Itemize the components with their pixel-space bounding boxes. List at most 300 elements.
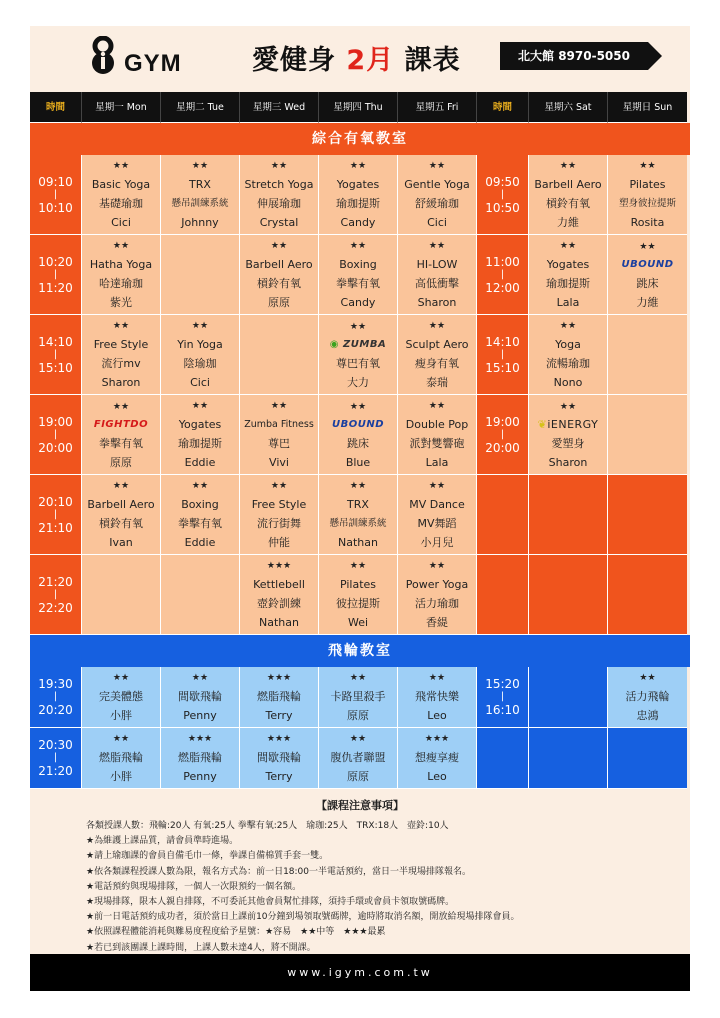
empty-slot bbox=[529, 728, 608, 789]
difficulty-stars: ★★ bbox=[349, 673, 367, 683]
difficulty-stars: ★★ bbox=[428, 561, 446, 571]
time-column-header: 時間 bbox=[30, 92, 82, 123]
class-name: Yogates bbox=[178, 418, 222, 431]
class-cell[interactable] bbox=[82, 395, 161, 475]
aerobic-row bbox=[30, 395, 690, 475]
class-name-zh: 瑜珈提斯 bbox=[178, 437, 222, 450]
time-start: 15:20 bbox=[485, 677, 520, 691]
class-cell[interactable] bbox=[319, 475, 398, 555]
coach-name: 忠鴻 bbox=[636, 709, 659, 722]
class-name-zh: 彼拉提斯 bbox=[336, 597, 380, 610]
class-cell[interactable] bbox=[319, 235, 398, 315]
class-name-zh: 跳床 bbox=[636, 276, 659, 290]
class-name: Yogates bbox=[336, 178, 380, 191]
difficulty-stars: ★★ bbox=[191, 161, 209, 171]
difficulty-stars: ★★ bbox=[639, 161, 656, 171]
class-name: Pilates bbox=[339, 578, 377, 591]
spin-section-title: 飛輪教室 bbox=[30, 635, 690, 667]
spin-row bbox=[30, 728, 690, 789]
time-cell bbox=[30, 475, 82, 555]
coach-name: 泰瑞 bbox=[426, 376, 448, 389]
coach-name: Blue bbox=[345, 455, 371, 469]
notes-title: 【課程注意事項】 bbox=[316, 799, 404, 812]
class-name: Kettlebell bbox=[253, 578, 305, 591]
class-name-zh: 尊巴 bbox=[268, 437, 290, 450]
class-cell[interactable] bbox=[529, 155, 608, 235]
time-end: 10:10 bbox=[38, 200, 73, 215]
class-cell[interactable] bbox=[608, 155, 687, 235]
difficulty-stars: ★★ bbox=[112, 321, 130, 331]
column-header-row bbox=[30, 92, 690, 123]
coach-name: 原原 bbox=[268, 296, 290, 309]
time-separator: | bbox=[53, 691, 58, 702]
class-cell[interactable] bbox=[398, 155, 477, 235]
class-cell[interactable] bbox=[240, 555, 319, 635]
difficulty-stars: ★★ bbox=[349, 734, 367, 744]
class-name: Free Style bbox=[93, 338, 149, 351]
aerobic-row bbox=[30, 235, 690, 315]
time-start: 20:10 bbox=[38, 494, 73, 509]
footer-url[interactable]: www.igym.com.tw bbox=[30, 954, 690, 991]
coach-name: Leo bbox=[427, 709, 447, 722]
coach-name: Penny bbox=[183, 709, 217, 722]
difficulty-stars: ★★ bbox=[270, 161, 288, 171]
class-name-zh: 槓鈴有氧 bbox=[546, 197, 590, 210]
class-name: Boxing bbox=[181, 498, 219, 511]
zumba-swirl-icon: ◉ bbox=[329, 338, 344, 350]
branch-badge bbox=[500, 42, 662, 70]
day-column-header: 星期六 Sat bbox=[529, 92, 608, 123]
day-column-header: 星期二 Tue bbox=[161, 92, 240, 123]
empty-slot bbox=[161, 235, 240, 315]
time-separator: | bbox=[53, 588, 58, 600]
time-separator: | bbox=[53, 188, 58, 200]
coach-name: Nathan bbox=[259, 616, 299, 629]
header bbox=[30, 26, 690, 88]
class-name: TRX bbox=[347, 498, 369, 511]
time-start: 09:50 bbox=[485, 174, 520, 189]
class-cell[interactable] bbox=[240, 475, 319, 555]
note-item: ★若已到該團課上課時間，上課人數未達4人，將不開課。 bbox=[86, 942, 316, 953]
coach-name: 小月兒 bbox=[420, 536, 454, 549]
note-item: ★為維護上課品質，請會員準時進場。 bbox=[86, 836, 239, 847]
time-cell bbox=[477, 555, 529, 635]
title-prefix: 愛健身 bbox=[252, 45, 336, 76]
empty-slot bbox=[608, 475, 687, 555]
class-cell[interactable] bbox=[529, 395, 608, 475]
class-cell[interactable] bbox=[82, 315, 161, 395]
coach-name: Nathan bbox=[338, 536, 378, 549]
coach-name: Eddie bbox=[184, 536, 216, 549]
time-start: 19:30 bbox=[38, 677, 73, 691]
time-separator: | bbox=[53, 268, 58, 280]
time-end: 11:20 bbox=[38, 280, 73, 295]
class-name: MV Dance bbox=[409, 498, 465, 511]
ienergy-logo bbox=[538, 416, 599, 434]
coach-name: Lala bbox=[556, 296, 580, 309]
difficulty-stars: ★★ bbox=[559, 321, 577, 331]
class-cell[interactable] bbox=[319, 555, 398, 635]
class-name-zh: 燃脂飛輪 bbox=[99, 751, 143, 764]
coach-name: Cici bbox=[190, 376, 210, 389]
spin-row bbox=[30, 667, 690, 728]
class-name-zh: 陰瑜珈 bbox=[183, 357, 217, 370]
class-cell[interactable] bbox=[161, 395, 240, 475]
class-cell[interactable] bbox=[82, 475, 161, 555]
class-name-zh: 懸吊訓練系統 bbox=[329, 518, 387, 529]
difficulty-stars: ★★ bbox=[349, 481, 367, 491]
fightdo-logo: FIGHTDO bbox=[93, 418, 149, 430]
note-item: ★依各類課程授課人數為限，報名方式為：前一日18:00一半電話預約，當日一半現場排隊報名。 bbox=[86, 866, 472, 877]
class-cell[interactable] bbox=[398, 555, 477, 635]
class-name-zh: 槓鈴有氧 bbox=[257, 277, 301, 290]
coach-name: Candy bbox=[340, 296, 376, 309]
empty-slot bbox=[82, 555, 161, 635]
note-item: ★現場排隊，限本人親自排隊，不可委託其他會員幫忙排隊，須持手環或會員卡領取號碼牌。 bbox=[86, 897, 455, 908]
class-cell[interactable] bbox=[529, 315, 608, 395]
coach-name: 力維 bbox=[557, 216, 579, 229]
difficulty-stars: ★★ bbox=[112, 241, 130, 251]
class-cell[interactable] bbox=[240, 728, 319, 789]
class-cell[interactable] bbox=[161, 728, 240, 789]
coach-name: 小胖 bbox=[110, 709, 132, 722]
class-name: Yoga bbox=[555, 338, 581, 351]
class-name: Hatha Yoga bbox=[89, 258, 153, 271]
coach-name: 力維 bbox=[636, 295, 659, 309]
difficulty-stars: ★★ bbox=[428, 161, 446, 171]
note-item: ★依照課程體能消耗與難易度程度給予星號：★容易 ★★中等 ★★★最累 bbox=[86, 927, 386, 938]
time-end: 12:00 bbox=[485, 280, 520, 295]
class-name: Barbell Aero bbox=[87, 498, 155, 511]
class-name-zh: 拳擊有氧 bbox=[99, 436, 143, 450]
class-name-zh: 伸展瑜珈 bbox=[257, 197, 301, 210]
class-name: Zumba Fitness bbox=[244, 419, 314, 430]
coach-name: 仲能 bbox=[268, 536, 290, 549]
class-cell[interactable] bbox=[240, 667, 319, 728]
ubound-logo: UBOUND bbox=[331, 418, 385, 430]
coach-name: Ivan bbox=[109, 536, 133, 549]
time-separator: | bbox=[500, 348, 505, 360]
coach-name: Penny bbox=[183, 770, 217, 783]
time-cell bbox=[477, 155, 529, 235]
difficulty-stars: ★★ bbox=[349, 561, 367, 571]
class-name-zh: 瘦身有氧 bbox=[415, 357, 459, 370]
class-cell[interactable] bbox=[319, 395, 398, 475]
coach-name: 原原 bbox=[110, 455, 132, 469]
time-start: 11:00 bbox=[485, 254, 520, 269]
difficulty-stars: ★★ bbox=[559, 401, 577, 412]
time-cell bbox=[477, 728, 529, 789]
time-start: 21:20 bbox=[38, 574, 73, 589]
difficulty-stars: ★★★ bbox=[266, 734, 292, 744]
aerobic-row bbox=[30, 555, 690, 635]
difficulty-stars: ★★ bbox=[639, 241, 656, 252]
coach-name: Terry bbox=[265, 709, 293, 722]
difficulty-stars: ★★ bbox=[270, 241, 288, 251]
coach-name: Lala bbox=[425, 456, 449, 469]
logo-text: GYM bbox=[124, 50, 182, 77]
zumba-logo bbox=[330, 336, 386, 354]
class-cell[interactable] bbox=[161, 315, 240, 395]
coach-name: 小胖 bbox=[110, 770, 132, 783]
difficulty-stars: ★★ bbox=[428, 401, 446, 411]
class-cell[interactable] bbox=[319, 667, 398, 728]
aerobic-section-title: 綜合有氧教室 bbox=[30, 123, 690, 155]
class-name: Sculpt Aero bbox=[405, 338, 469, 351]
time-cell bbox=[30, 315, 82, 395]
time-end: 20:00 bbox=[485, 440, 520, 455]
title-month: 2月 bbox=[346, 45, 395, 76]
empty-slot bbox=[608, 315, 687, 395]
notes-section bbox=[30, 793, 690, 951]
class-name-zh: 瑜珈提斯 bbox=[546, 277, 590, 290]
class-cell[interactable] bbox=[82, 667, 161, 728]
class-name: HI-LOW bbox=[416, 258, 458, 271]
class-cell[interactable] bbox=[398, 475, 477, 555]
schedule-grid bbox=[30, 92, 690, 789]
class-cell[interactable] bbox=[608, 667, 687, 728]
empty-slot bbox=[608, 555, 687, 635]
zumba-logo-text: ZUMBA bbox=[343, 338, 387, 350]
class-cell[interactable] bbox=[82, 155, 161, 235]
class-cell[interactable] bbox=[398, 667, 477, 728]
class-cell[interactable] bbox=[398, 315, 477, 395]
gym-logo bbox=[86, 36, 206, 80]
class-name-zh: 卡路里殺手 bbox=[330, 690, 386, 703]
difficulty-stars: ★★★ bbox=[187, 734, 213, 744]
time-cell bbox=[477, 475, 529, 555]
aerobic-row bbox=[30, 315, 690, 395]
difficulty-stars: ★★ bbox=[112, 673, 130, 683]
empty-slot bbox=[161, 555, 240, 635]
difficulty-stars: ★★ bbox=[428, 673, 446, 683]
day-column-header: 星期四 Thu bbox=[319, 92, 398, 123]
class-name: Double Pop bbox=[405, 418, 469, 431]
empty-slot bbox=[240, 315, 319, 395]
coach-name: 香緹 bbox=[426, 616, 448, 629]
aerobic-row bbox=[30, 475, 690, 555]
time-end: 21:10 bbox=[38, 520, 73, 535]
time-separator: | bbox=[53, 428, 58, 440]
difficulty-stars: ★★ bbox=[270, 401, 288, 411]
class-name-zh: 塑身彼拉提斯 bbox=[618, 198, 676, 209]
time-cell bbox=[30, 155, 82, 235]
difficulty-stars: ★★★ bbox=[266, 561, 292, 571]
class-name-zh: 燃脂飛輪 bbox=[178, 751, 222, 764]
coach-name: 原原 bbox=[347, 709, 369, 722]
coach-name: Nono bbox=[553, 376, 583, 389]
class-name-zh: 舒緩瑜珈 bbox=[415, 197, 459, 210]
coach-name: Candy bbox=[340, 216, 376, 229]
class-name-zh: 流行街舞 bbox=[257, 517, 301, 530]
empty-slot bbox=[529, 555, 608, 635]
difficulty-stars: ★★ bbox=[112, 401, 130, 412]
coach-name: 大力 bbox=[347, 375, 369, 389]
class-name-zh: MV舞蹈 bbox=[417, 517, 457, 530]
coach-name: Rosita bbox=[630, 216, 665, 229]
time-start: 20:30 bbox=[38, 738, 73, 752]
class-name-zh: 跳床 bbox=[347, 436, 369, 450]
class-name-zh: 派對雙響砲 bbox=[409, 437, 465, 450]
time-end: 10:50 bbox=[485, 200, 520, 215]
class-name: Yogates bbox=[546, 258, 590, 271]
time-separator: | bbox=[500, 691, 505, 702]
time-end: 16:10 bbox=[485, 703, 520, 717]
difficulty-stars: ★★ bbox=[349, 321, 367, 332]
class-name-zh: 間歇飛輪 bbox=[178, 690, 222, 703]
coach-name: Terry bbox=[265, 770, 293, 783]
note-item: ★前一日電話預約成功者，須於當日上課前10分鐘到場領取號碼牌，逾時將取消名額，開放給現場排隊會員。 bbox=[86, 912, 520, 923]
class-cell[interactable] bbox=[240, 395, 319, 475]
difficulty-stars: ★★ bbox=[639, 673, 656, 683]
time-cell bbox=[30, 667, 82, 728]
class-name: Gentle Yoga bbox=[404, 178, 470, 191]
class-cell[interactable] bbox=[82, 235, 161, 315]
time-end: 20:20 bbox=[38, 703, 73, 717]
aerobic-row bbox=[30, 155, 690, 235]
time-start: 14:10 bbox=[38, 334, 73, 349]
class-name-zh: 懸吊訓練系統 bbox=[171, 198, 229, 209]
coach-name: Cici bbox=[111, 216, 131, 229]
class-name-zh: 腹仇者聯盟 bbox=[330, 751, 386, 764]
time-start: 09:10 bbox=[38, 174, 73, 189]
day-column-header: 星期一 Mon bbox=[82, 92, 161, 123]
class-name-zh: 哈達瑜珈 bbox=[99, 277, 143, 290]
ienergy-logo-text: iENERGY bbox=[547, 417, 599, 431]
difficulty-stars: ★★ bbox=[349, 401, 367, 412]
class-name-zh: 燃脂飛輪 bbox=[257, 690, 301, 703]
class-name-zh: 愛塑身 bbox=[551, 436, 585, 450]
notes-list bbox=[86, 819, 520, 956]
class-cell[interactable] bbox=[398, 728, 477, 789]
schedule-page bbox=[30, 26, 690, 991]
class-name-zh: 瑜珈提斯 bbox=[336, 197, 380, 210]
class-name-zh: 流暢瑜珈 bbox=[546, 357, 590, 370]
class-cell[interactable] bbox=[240, 235, 319, 315]
day-column-header: 星期日 Sun bbox=[608, 92, 687, 123]
class-name: TRX bbox=[189, 178, 211, 191]
time-start: 10:20 bbox=[38, 254, 73, 269]
class-name-zh: 拳擊有氧 bbox=[178, 517, 222, 530]
class-name: Basic Yoga bbox=[91, 178, 151, 191]
difficulty-stars: ★★ bbox=[270, 481, 288, 491]
time-start: 19:00 bbox=[38, 414, 73, 429]
time-separator: | bbox=[500, 268, 505, 280]
coach-name: Cici bbox=[427, 216, 447, 229]
coach-name: Vivi bbox=[269, 456, 289, 469]
time-cell bbox=[477, 235, 529, 315]
class-name: Barbell Aero bbox=[245, 258, 313, 271]
class-name-zh: 飛常快樂 bbox=[415, 690, 459, 703]
class-cell[interactable] bbox=[240, 155, 319, 235]
empty-slot bbox=[529, 475, 608, 555]
difficulty-stars: ★★ bbox=[428, 241, 446, 251]
difficulty-stars: ★★ bbox=[112, 481, 130, 491]
class-cell[interactable] bbox=[161, 667, 240, 728]
time-end: 15:10 bbox=[38, 360, 73, 375]
difficulty-stars: ★★ bbox=[428, 321, 446, 331]
empty-slot bbox=[608, 728, 687, 789]
difficulty-stars: ★★ bbox=[191, 321, 209, 331]
coach-name: Sharon bbox=[417, 296, 457, 309]
difficulty-stars: ★★ bbox=[112, 161, 130, 171]
class-name: Boxing bbox=[339, 258, 377, 271]
time-end: 21:20 bbox=[38, 764, 73, 778]
time-end: 20:00 bbox=[38, 440, 73, 455]
class-cell[interactable] bbox=[82, 728, 161, 789]
time-cell bbox=[477, 315, 529, 395]
time-end: 22:20 bbox=[38, 600, 73, 615]
class-name-zh: 流行mv bbox=[101, 357, 141, 370]
coach-name: Wei bbox=[347, 616, 369, 629]
coach-name: 原原 bbox=[347, 770, 369, 783]
class-name: Barbell Aero bbox=[534, 178, 602, 191]
class-cell[interactable] bbox=[529, 235, 608, 315]
class-name-zh: 想瘦享瘦 bbox=[415, 751, 459, 764]
class-name-zh: 完美體態 bbox=[99, 690, 143, 703]
time-end: 15:10 bbox=[485, 360, 520, 375]
class-name-zh: 活力飛輪 bbox=[625, 690, 670, 703]
class-name-zh: 壺鈴訓練 bbox=[257, 597, 301, 610]
branch-text: 北大館 8970-5050 bbox=[518, 49, 630, 63]
difficulty-stars: ★★ bbox=[191, 481, 209, 491]
time-separator: | bbox=[53, 752, 58, 763]
ienergy-leaf-icon: ❦ bbox=[537, 417, 548, 431]
ubound-logo: UBOUND bbox=[621, 258, 674, 270]
time-cell bbox=[477, 395, 529, 475]
difficulty-stars: ★★ bbox=[349, 241, 367, 251]
time-cell bbox=[30, 235, 82, 315]
class-name-zh: 尊巴有氧 bbox=[336, 356, 380, 370]
class-cell[interactable] bbox=[398, 395, 477, 475]
class-cell[interactable] bbox=[608, 235, 687, 315]
coach-name: Sharon bbox=[101, 376, 141, 389]
time-start: 19:00 bbox=[485, 414, 520, 429]
coach-name: 紫光 bbox=[110, 296, 132, 309]
coach-name: Eddie bbox=[184, 456, 216, 469]
coach-name: Crystal bbox=[259, 216, 299, 229]
difficulty-stars: ★★ bbox=[559, 241, 577, 251]
difficulty-stars: ★★★ bbox=[424, 734, 450, 744]
class-name: Yin Yoga bbox=[177, 338, 223, 351]
difficulty-stars: ★★ bbox=[112, 734, 130, 744]
class-name: Free Style bbox=[251, 498, 307, 511]
class-name: Power Yoga bbox=[405, 578, 469, 591]
day-column-header: 星期三 Wed bbox=[240, 92, 319, 123]
title-suffix: 課表 bbox=[404, 45, 461, 76]
time-cell bbox=[477, 667, 529, 728]
class-cell[interactable] bbox=[319, 315, 398, 395]
class-cell[interactable] bbox=[161, 155, 240, 235]
class-name-zh: 基礎瑜珈 bbox=[99, 197, 143, 210]
time-separator: | bbox=[500, 188, 505, 200]
class-name-zh: 拳擊有氧 bbox=[336, 277, 380, 290]
time-separator: | bbox=[53, 348, 58, 360]
time-start: 14:10 bbox=[485, 334, 520, 349]
class-name-zh: 活力瑜珈 bbox=[415, 597, 459, 610]
note-item: 各類授課人數：飛輪:20人 有氧:25人 拳擊有氧:25人 瑜珈:25人 TRX:18人 壺鈴:10人 bbox=[86, 821, 449, 831]
difficulty-stars: ★★ bbox=[191, 401, 209, 411]
difficulty-stars: ★★ bbox=[428, 481, 446, 491]
class-cell[interactable] bbox=[161, 475, 240, 555]
empty-slot bbox=[608, 395, 687, 475]
time-cell bbox=[30, 395, 82, 475]
class-cell[interactable] bbox=[319, 728, 398, 789]
class-cell[interactable] bbox=[319, 155, 398, 235]
page-title bbox=[252, 38, 461, 77]
class-name: Stretch Yoga bbox=[244, 178, 314, 191]
class-cell[interactable] bbox=[398, 235, 477, 315]
